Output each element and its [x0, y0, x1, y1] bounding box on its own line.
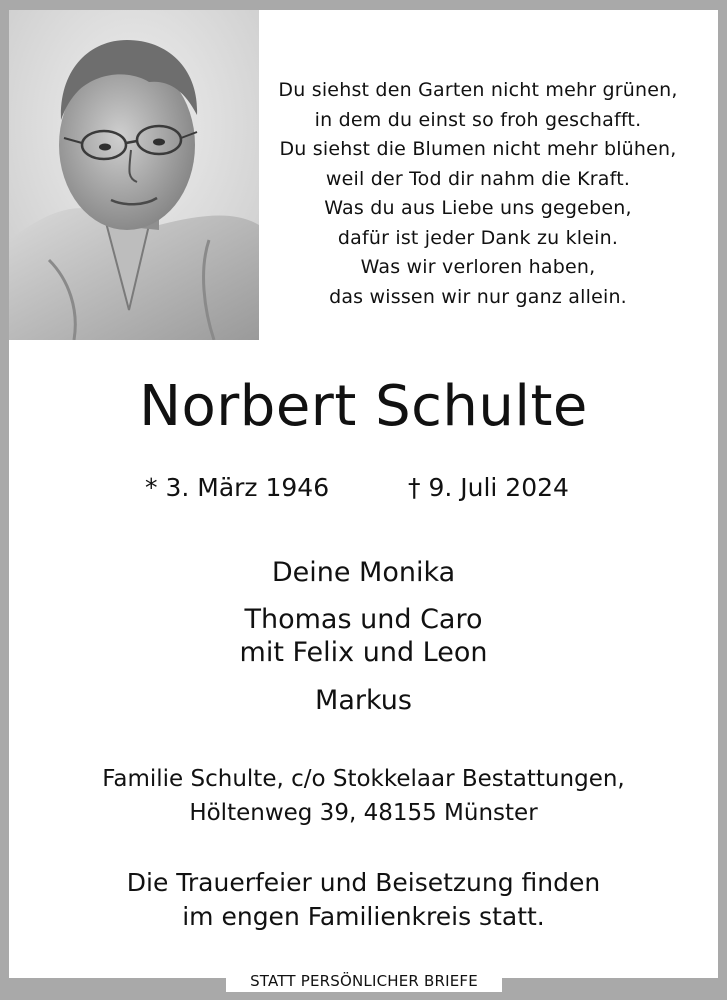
- birth-date: * 3. März 1946: [145, 473, 330, 502]
- footer-label: STATT PERSÖNLICHER BRIEFE: [226, 970, 502, 992]
- poem-line: in dem du einst so froh geschafft.: [314, 108, 642, 131]
- portrait-icon: [9, 10, 259, 340]
- mourner-line: Thomas und Caro: [244, 604, 483, 635]
- poem-line: dafür ist jeder Dank zu klein.: [337, 226, 619, 249]
- poem-line: das wissen wir nur ganz allein.: [329, 285, 627, 308]
- funeral-notice-line: Die Trauerfeier und Beisetzung finden: [126, 868, 601, 897]
- poem-line: Du siehst den Garten nicht mehr grünen,: [278, 79, 678, 101]
- portrait-photo: [9, 10, 259, 340]
- poem: [262, 76, 694, 312]
- poem-line: weil der Tod dir nahm die Kraft.: [325, 167, 631, 190]
- poem-line: Du siehst die Blumen nicht mehr blühen,: [279, 138, 677, 160]
- mourner-line: Markus: [315, 685, 412, 716]
- mourner-line: mit Felix und Leon: [239, 637, 488, 668]
- deceased-name: Norbert Schulte: [139, 374, 588, 439]
- poem-line: Was du aus Liebe uns gegeben,: [324, 197, 632, 219]
- address-line: Höltenweg 39, 48155 Münster: [189, 800, 538, 826]
- funeral-notice-line: im engen Familienkreis statt.: [182, 902, 545, 931]
- death-date: † 9. Juli 2024: [408, 473, 569, 502]
- mourner-line: Deine Monika: [271, 557, 456, 588]
- address-line: Familie Schulte, c/o Stokkelaar Bestattungen,: [102, 766, 625, 792]
- poem-line: Was wir verloren haben,: [360, 256, 596, 278]
